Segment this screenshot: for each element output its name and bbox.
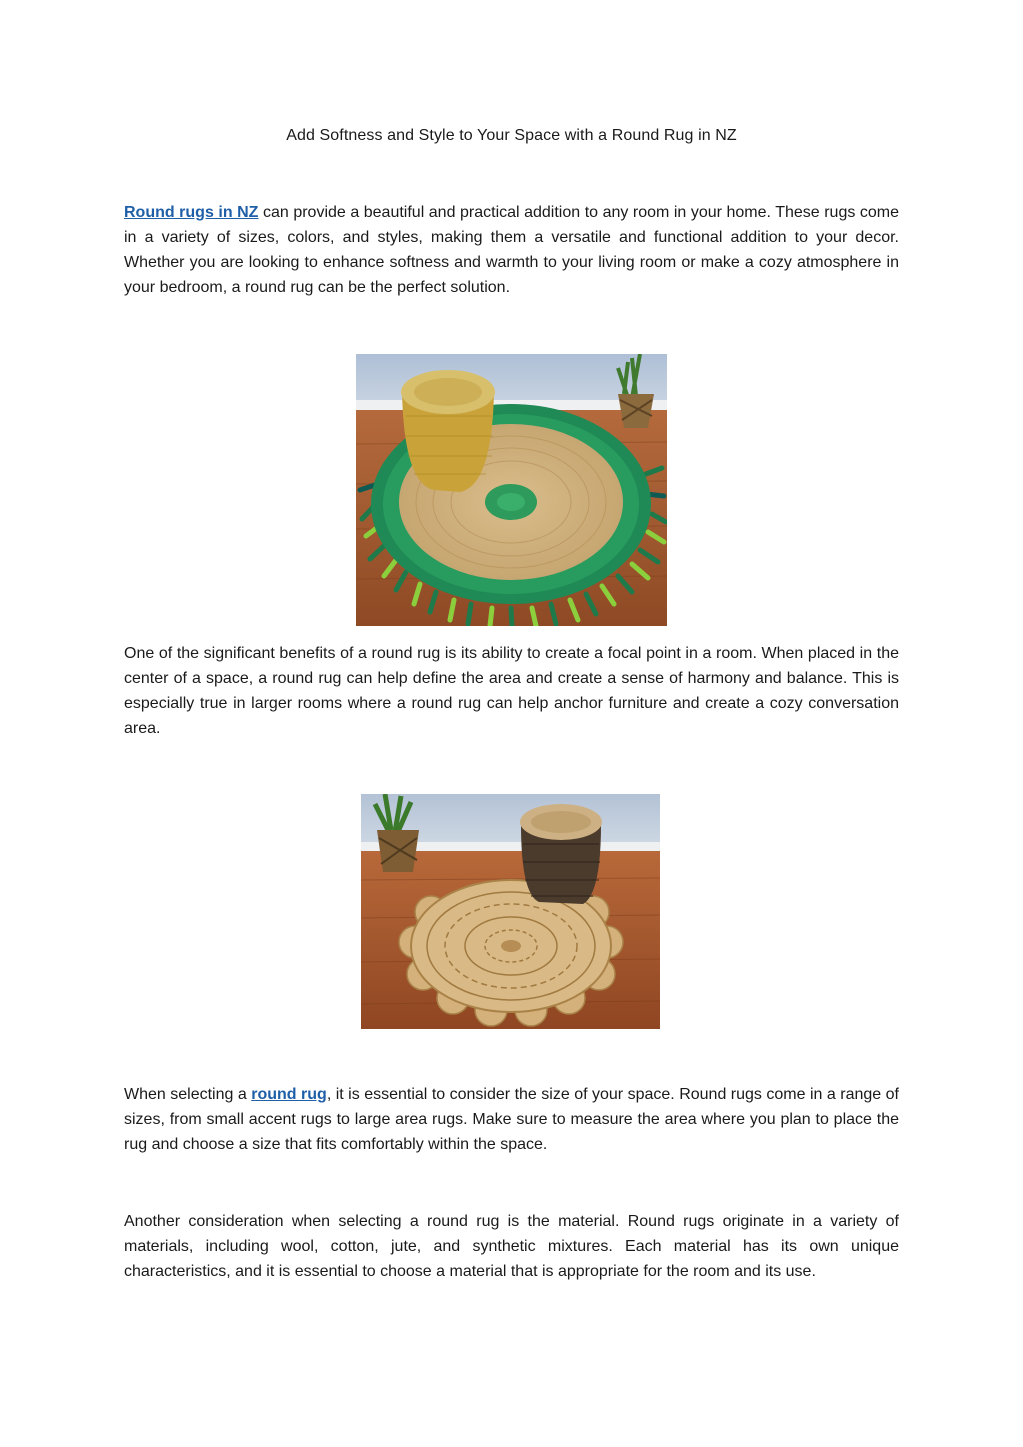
green-round-rug-image [356, 354, 667, 626]
intro-paragraph [124, 200, 899, 300]
round-rugs-nz-link[interactable]: Round rugs in NZ [124, 204, 259, 221]
document-title: Add Softness and Style to Your Space with a Round Rug in NZ [286, 127, 737, 144]
intro-paragraph-text: can provide a beautiful and practical addition to any room in your home. These rugs come in a variety of sizes, colors, and styles, making them a versatile and functional addition to your decor. Whether you are looking to enhance softness and warmth to your living room or make a cozy atmosphere in your bedroom, a round rug can be the perfect solution. [124, 204, 900, 296]
size-paragraph-text-after: , it is essential to consider the size of your space. Round rugs come in a range of sizes, from small accent rugs to large area rugs. Make sure to measure the area where you plan to place the rug and choose a size that fits comfortably within the space. [124, 1086, 900, 1153]
focal-point-paragraph: One of the significant benefits of a round rug is its ability to create a focal point in a room. When placed in the center of a space, a round rug can help define the area and create a sense of harmony and balance. This is especially true in larger rooms where a round rug can help anchor furniture and create a cozy conversation area. [124, 645, 899, 737]
size-paragraph-text-before: When selecting a [124, 1086, 252, 1103]
material-paragraph: Another consideration when selecting a round rug is the material. Round rugs originate in a variety of materials, including wool, cotton, jute, and synthetic mixtures. Each material has its own unique characteristics, and it is essential to choose a material that is appropriate for the room and its use. [124, 1213, 899, 1280]
size-paragraph [124, 1082, 899, 1157]
round-rug-link[interactable]: round rug [251, 1086, 327, 1103]
jute-lace-rug-image [361, 794, 660, 1029]
